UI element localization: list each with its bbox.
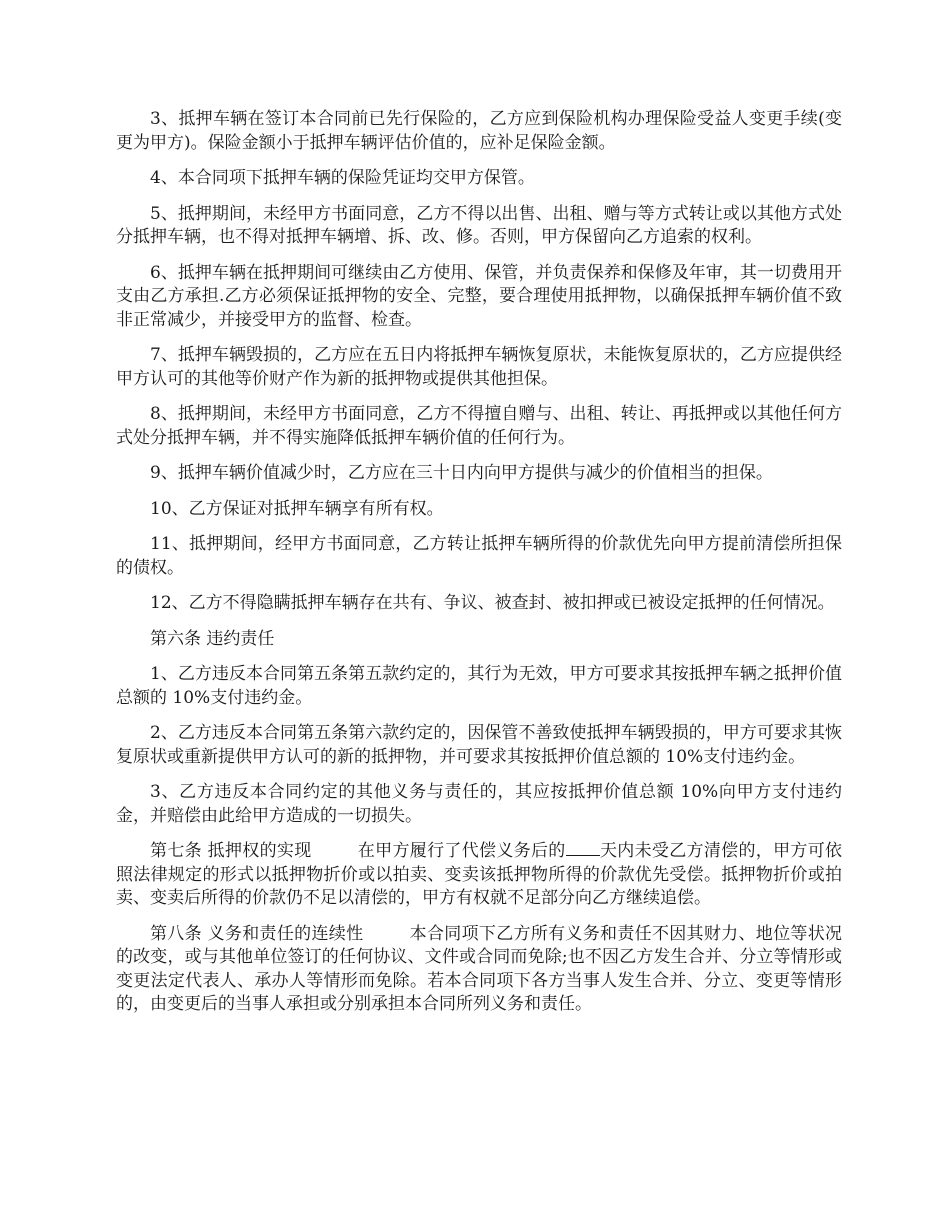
article-8 — [116, 923, 842, 1017]
article-7 — [116, 840, 842, 911]
clause-5-5: 5、抵押期间，未经甲方书面同意，乙方不得以出售、出租、赠与等方式转让或以其他方式处分抵押车辆，也不得对抵押车辆增、拆、改、修。否则，甲方保留向乙方追索的权利。 — [116, 203, 842, 247]
clause-5-8: 8、抵押期间，未经甲方书面同意，乙方不得擅自赠与、出租、转让、再抵押或以其他任何方式处分抵押车辆，并不得实施降低抵押车辆价值的任何行为。 — [116, 404, 842, 448]
article-8-text: 本合同项下乙方所有义务和责任不因其财力、地位等状况的改变，或与其他单位签订的任何协议、文件或合同而免除;也不因乙方发生合并、分立等情形或变更法定代表人、承办人等情形而免除。若本合同项下各方当事人发生合并、分立、变更等情形的，由变更后的当事人承担或分别承担本合同所列义务和责任。 — [116, 923, 843, 1014]
clause-5-7: 7、抵押车辆毁损的，乙方应在五日内将抵押车辆恢复原状，未能恢复原状的，乙方应提供经甲方认可的其他等价财产作为新的抵押物或提供其他担保。 — [116, 345, 842, 389]
article-7-title: 第七条 抵押权的实现 — [150, 841, 312, 861]
article-6-title: 第六条 违约责任 — [150, 628, 275, 649]
article-7-text-end: 天内未受乙方清偿的，甲方可依照法律规定的形式以抵押物折价或以拍卖、变卖该抵押物所得的价款优先受偿。抵押物折价或拍卖、变卖后所得的价款仍不足以清偿的，甲方有权就不足部分向乙方继续追偿。 — [116, 841, 843, 908]
clause-5-10: 10、乙方保证对抵押车辆享有所有权。 — [150, 498, 444, 519]
contract-page — [116, 108, 842, 1029]
clause-5-4: 4、本合同项下抵押车辆的保险凭证均交甲方保管。 — [150, 168, 535, 188]
days-blank — [566, 840, 600, 856]
article-7-text-start: 在甲方履行了代偿义务后的 — [357, 841, 566, 861]
clause-5-9: 9、抵押车辆价值减少时，乙方应在三十日内向甲方提供与减少的价值相当的担保。 — [150, 463, 773, 483]
clause-6-2: 2、乙方违反本合同第五条第六款约定的，因保管不善致使抵押车辆毁损的，甲方可要求其恢复原状或重新提供甲方认可的新的抵押物，并可要求其按抵押价值总额的 10%支付违约金。 — [116, 723, 842, 767]
clause-5-11: 11、抵押期间，经甲方书面同意，乙方转让抵押车辆所得的价款优先向甲方提前清偿所担保的债权。 — [116, 534, 842, 578]
clause-6-1: 1、乙方违反本合同第五条第五款约定的，其行为无效，甲方可要求其按抵押车辆之抵押价值总额的 10%支付违约金。 — [116, 664, 842, 708]
clause-5-12: 12、乙方不得隐瞒抵押车辆存在共有、争议、被查封、被扣押或已被设定抵押的任何情况。 — [150, 593, 835, 613]
clause-5-3: 3、抵押车辆在签订本合同前已先行保险的，乙方应到保险机构办理保险受益人变更手续(变更为甲方)。保险金额小于抵押车辆评估价值的，应补足保险金额。 — [116, 109, 842, 153]
article-8-title: 第八条 义务和责任的连续性 — [150, 923, 364, 944]
clause-6-3: 3、乙方违反本合同约定的其他义务与责任的，其应按抵押价值总额 10%向甲方支付违约金，并赔偿由此给甲方造成的一切损失。 — [116, 782, 842, 826]
clause-5-6: 6、抵押车辆在抵押期间可继续由乙方使用、保管，并负责保养和保修及年审，其一切费用开支由乙方承担.乙方必须保证抵押物的安全、完整，要合理使用抵押物，以确保抵押车辆价值不致非正常减少，并接受甲方的监督、检查。 — [116, 262, 842, 330]
